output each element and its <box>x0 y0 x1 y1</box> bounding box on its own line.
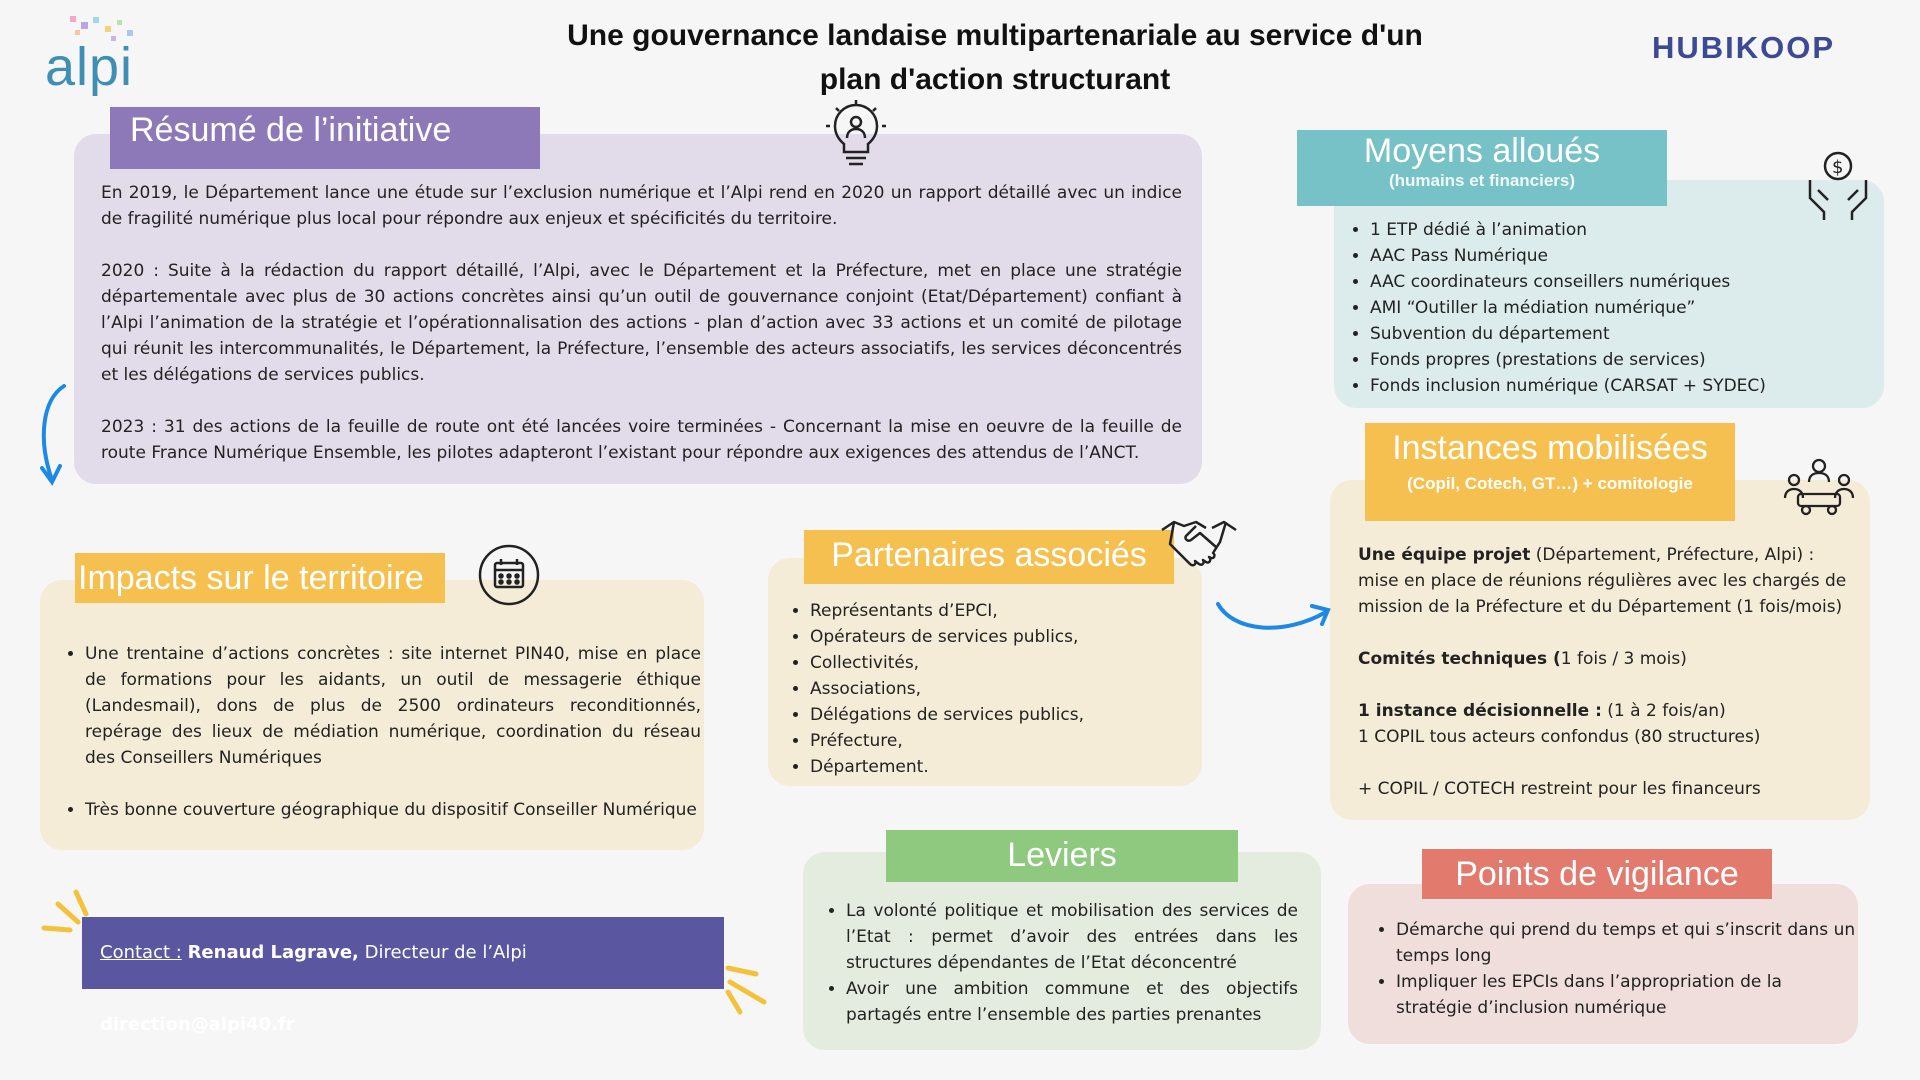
instances-cotech-label: Comités techniques ( <box>1358 649 1561 669</box>
leviers-item: • Avoir une ambition commune et des objectifs partagés entre l’ensemble des parties prenantes <box>846 976 1298 1028</box>
page-title <box>480 14 1510 102</box>
partenaires-list <box>788 598 1210 780</box>
moyens-item: • Fonds propres (prestations de services) <box>1370 347 1890 373</box>
leviers-list <box>824 898 1298 1028</box>
partenaires-item: • Département. <box>810 754 1210 780</box>
handshake-icon <box>1160 516 1238 572</box>
partenaires-item: • Collectivités, <box>810 650 1210 676</box>
impacts-title: Impacts sur le territoire <box>78 559 424 597</box>
moyens-subtitle: (humains et financiers) <box>1388 171 1576 190</box>
vigilance-item: • Impliquer les EPCIs dans l’appropriation de la stratégie d’inclusion numérique <box>1396 969 1856 1021</box>
impacts-item: • Très bonne couverture géographique du dispositif Conseiller Numérique <box>85 797 701 823</box>
moyens-item: • AAC coordinateurs conseillers numériques <box>1370 269 1890 295</box>
lightbulb-icon <box>824 100 888 172</box>
impacts-list <box>63 641 701 823</box>
impacts-item: • Une trentaine d’actions concrètes : site internet PIN40, mise en place de formations pour les aidants, un outil de messagerie éthique (Landesmail), dons de plus de 2500 ordinateurs reconditionnés, repérage des lieux de médiation numérique, coordination du réseau des Conseillers Numériques <box>85 641 701 771</box>
instances-cotech <box>1358 646 1848 672</box>
curved-arrow-icon <box>34 380 74 490</box>
instances-team <box>1358 542 1848 620</box>
page-title-line2: plan d'action structurant <box>819 63 1171 96</box>
vigilance-list <box>1374 917 1856 1021</box>
instances-subtitle: (Copil, Cotech, GT…) + comitologie <box>1407 474 1693 493</box>
resume-paragraph-2: 2020 : Suite à la rédaction du rapport détaillé, l’Alpi, avec le Département et la Préfecture, met en place une stratégie départementale avec plus de 30 actions concrètes ainsi qu’un outil de gouvernance conjoint (Etat/Département) confiant à l’Alpi l’animation de la stratégie et l’opérationnalisation des actions - plan d’action avec 33 actions et un comité de pilotage qui réunit les intercommunalités, le Département, la Préfecture, l’ensemble des acteurs associatifs, les services déconcentrés et les délégations de services publics. <box>101 261 1182 385</box>
hubikoop-logo: HUBIKOOP <box>1652 30 1836 65</box>
instances-cotech-desc: 1 fois / 3 mois) <box>1560 649 1687 669</box>
page-title-line1: Une gouvernance landaise multipartenariale au service d'un <box>567 19 1423 52</box>
resume-title: Résumé de l’initiative <box>130 111 452 149</box>
resume-paragraph-1: En 2019, le Département lance une étude sur l’exclusion numérique et l’Alpi rend en 2020 un rapport détaillé avec un indice de fragilité numérique plus local pour répondre aux enjeux et spécificités du territoire. <box>101 183 1182 229</box>
moyens-header <box>1297 130 1667 206</box>
moyens-list <box>1348 217 1890 399</box>
instances-title: Instances mobilisées <box>1392 429 1708 467</box>
resume-paragraph-3: 2023 : 31 des actions de la feuille de route ont été lancées voire terminées - Concernant la mise en oeuvre de la feuille de route France Numérique Ensemble, les pilotes adapteront l’existant pour répondre aux exigences des attendus de l’ANCT. <box>101 417 1182 463</box>
contact-label[interactable]: Contact : <box>100 942 182 963</box>
contact-email[interactable]: direction@alpi40.fr <box>100 1014 295 1035</box>
arrow-icon <box>1214 598 1336 640</box>
partenaires-title: Partenaires associés <box>831 536 1147 574</box>
alpi-logo-text: alpi <box>45 37 134 97</box>
moyens-title: Moyens alloués <box>1363 132 1601 170</box>
instances-restricted: + COPIL / COTECH restreint pour les financeurs <box>1358 779 1761 799</box>
moyens-item: • 1 ETP dédié à l’animation <box>1370 217 1890 243</box>
instances-decision-desc: (1 à 2 fois/an) <box>1601 701 1726 721</box>
instances-header <box>1365 423 1735 521</box>
moyens-item: • Fonds inclusion numérique (CARSAT + SYDEC) <box>1370 373 1890 399</box>
instances-decision <box>1358 698 1848 724</box>
impacts-header <box>75 553 445 603</box>
partenaires-item: • Associations, <box>810 676 1210 702</box>
instances-copil: 1 COPIL tous acteurs confondus (80 structures) <box>1358 727 1761 747</box>
moyens-item: • AMI “Outiller la médiation numérique” <box>1370 295 1890 321</box>
instances-text <box>1358 542 1848 802</box>
partenaires-header <box>804 530 1174 584</box>
sparkle-icon <box>722 962 772 1018</box>
vigilance-header <box>1422 849 1772 899</box>
leviers-header <box>886 830 1238 882</box>
instances-team-label: Une équipe projet <box>1358 545 1531 565</box>
svg-text:$: $ <box>1832 157 1844 178</box>
partenaires-item: • Représentants d’EPCI, <box>810 598 1210 624</box>
leviers-item: • La volonté politique et mobilisation des services de l’Etat : permet d’avoir des entrées dans les structures dépendantes de l’Etat déconcentré <box>846 898 1298 976</box>
contact-box <box>82 917 724 1035</box>
instances-team-desc: (Département, Préfecture, Alpi) : mise en place de réunions régulières avec les chargés de mission de la Préfecture et du Département (1 fois/mois) <box>1358 545 1847 617</box>
partenaires-item: • Opérateurs de services publics, <box>810 624 1210 650</box>
leviers-title: Leviers <box>1007 836 1117 874</box>
moyens-item: • AAC Pass Numérique <box>1370 243 1890 269</box>
contact-role: Directeur de l’Alpi <box>358 942 527 963</box>
partenaires-item: • Préfecture, <box>810 728 1210 754</box>
money-hands-icon <box>1804 150 1872 222</box>
alpi-logo <box>45 14 155 104</box>
contact-name: Renaud Lagrave, <box>187 942 359 963</box>
calendar-icon <box>477 543 541 607</box>
meeting-icon <box>1780 458 1858 520</box>
partenaires-item: • Délégations de services publics, <box>810 702 1210 728</box>
resume-text <box>101 180 1182 466</box>
vigilance-item: • Démarche qui prend du temps et qui s’inscrit dans un temps long <box>1396 917 1856 969</box>
vigilance-title: Points de vigilance <box>1455 855 1739 893</box>
moyens-item: • Subvention du département <box>1370 321 1890 347</box>
resume-header <box>110 107 540 169</box>
instances-decision-label: 1 instance décisionnelle : <box>1358 701 1602 721</box>
